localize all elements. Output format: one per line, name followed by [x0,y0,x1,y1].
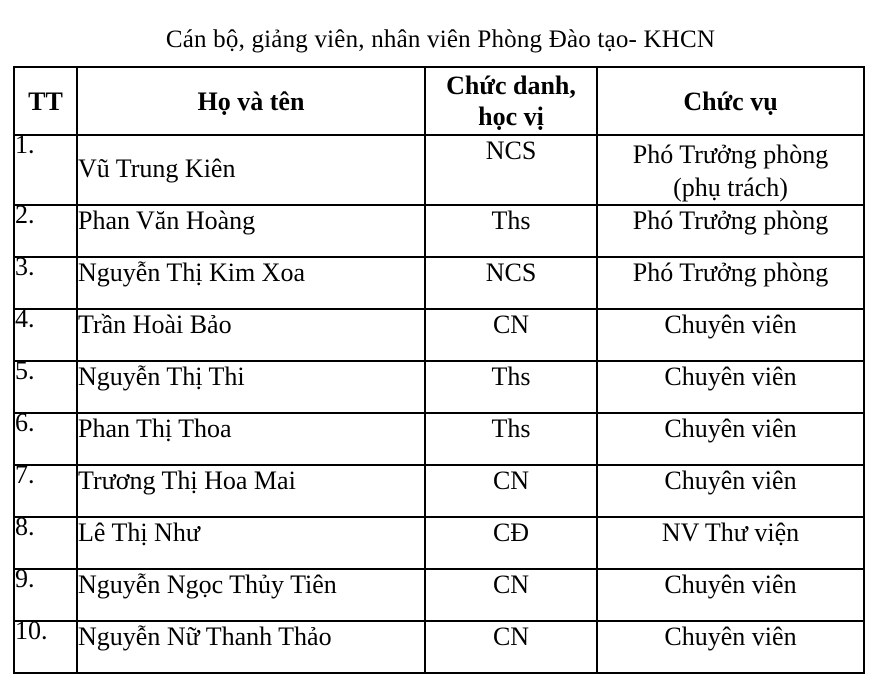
row-name: Lê Thị Như [77,517,425,569]
row-name: Trương Thị Hoa Mai [77,465,425,517]
header-number: TT [14,67,77,135]
row-position: Chuyên viên [597,465,864,517]
header-degree-line2: học vị [478,102,544,131]
row-degree: CĐ [425,517,597,569]
header-position: Chức vụ [597,67,864,135]
row-position [597,135,864,205]
row-position: Chuyên viên [597,361,864,413]
table-row [14,205,864,257]
row-degree: Ths [425,361,597,413]
document-title: Cán bộ, giảng viên, nhân viên Phòng Đào tạo- KHCN [165,26,716,53]
row-degree: CN [425,465,597,517]
row-name: Phan Thị Thoa [77,413,425,465]
row-name: Trần Hoài Bảo [77,309,425,361]
table-header-row [14,67,864,135]
row-name: Vũ Trung Kiên [77,135,425,205]
table-row [14,309,864,361]
row-name: Phan Văn Hoàng [77,205,425,257]
row-number: 2. [14,205,77,257]
row-name: Nguyễn Thị Thi [77,361,425,413]
row-position-line1: Phó Trưởng phòng [632,140,829,169]
row-number: 8. [14,517,77,569]
header-degree-line1: Chức danh, [446,71,576,100]
row-position: Phó Trưởng phòng [597,257,864,309]
row-number: 9. [14,569,77,621]
header-name: Họ và tên [77,67,425,135]
header-degree [425,67,597,135]
row-position-line2: (phụ trách) [673,173,788,202]
row-number: 4. [14,309,77,361]
table-row [14,465,864,517]
row-name: Nguyễn Nữ Thanh Thảo [77,621,425,673]
row-name: Nguyễn Ngọc Thủy Tiên [77,569,425,621]
staff-table [13,66,865,674]
table-row [14,569,864,621]
table-row [14,413,864,465]
row-name: Nguyễn Thị Kim Xoa [77,257,425,309]
row-position: NV Thư viện [597,517,864,569]
table-row [14,135,864,205]
row-degree: CN [425,309,597,361]
row-degree: CN [425,569,597,621]
row-number: 5. [14,361,77,413]
row-degree: NCS [425,257,597,309]
row-position: Chuyên viên [597,569,864,621]
table-row [14,361,864,413]
table-row [14,517,864,569]
table-row [14,257,864,309]
row-position: Chuyên viên [597,309,864,361]
row-number: 7. [14,465,77,517]
row-position: Chuyên viên [597,413,864,465]
row-number: 6. [14,413,77,465]
row-number: 10. [14,621,77,673]
row-number: 3. [14,257,77,309]
row-degree: Ths [425,413,597,465]
row-position: Chuyên viên [597,621,864,673]
table-row [14,621,864,673]
row-number: 1. [14,135,77,205]
row-position: Phó Trưởng phòng [597,205,864,257]
row-degree: Ths [425,205,597,257]
row-degree: NCS [425,135,597,205]
row-degree: CN [425,621,597,673]
